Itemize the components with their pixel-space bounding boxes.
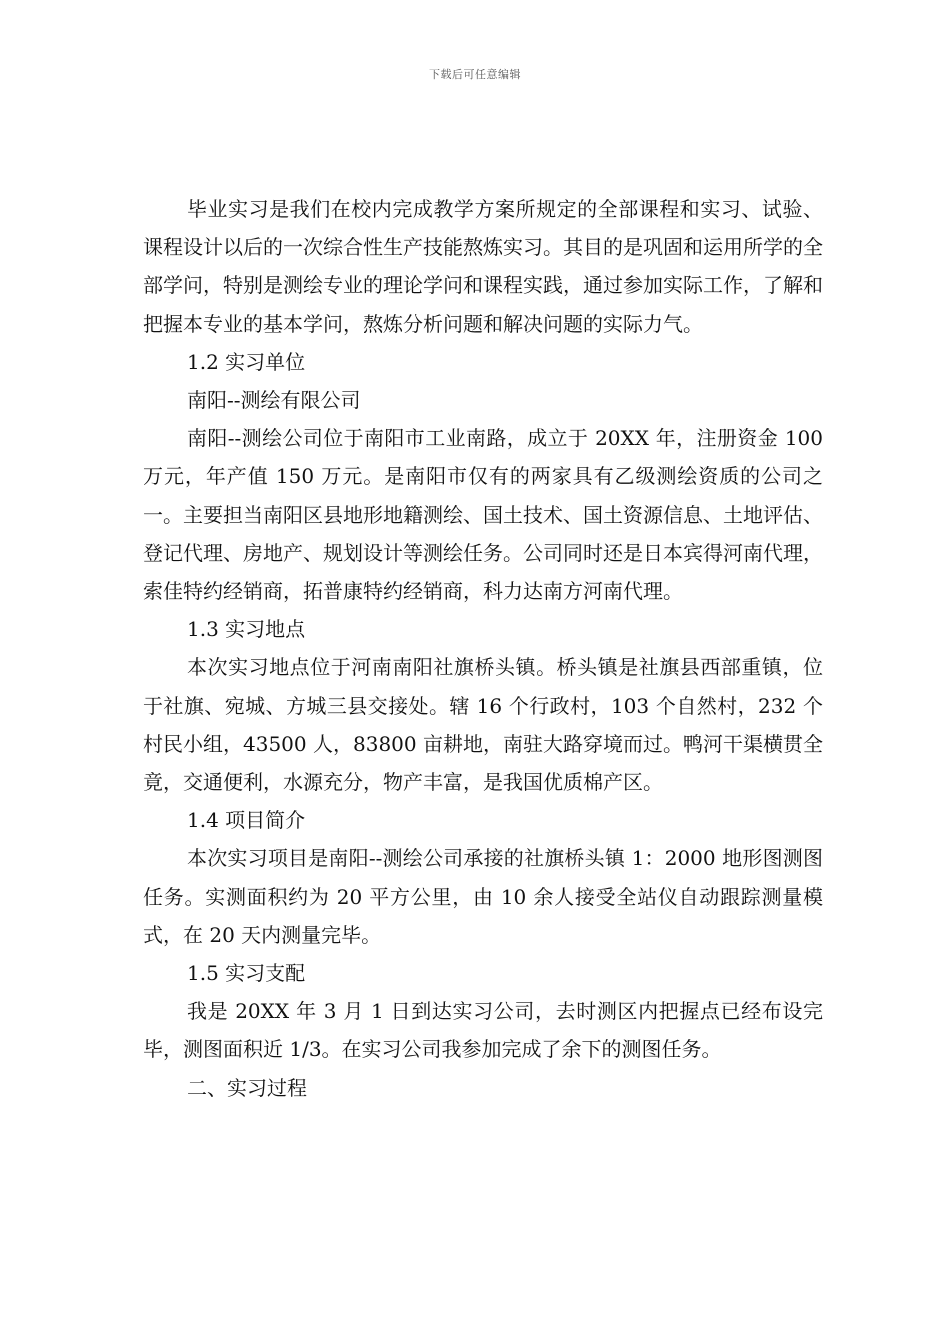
section-heading-1-5: 1.5 实习支配 — [187, 961, 306, 986]
section-heading-1-4: 1.4 项目简介 — [187, 808, 306, 833]
arrangement-paragraph: 我是 20XX 年 3 月 1 日到达实习公司，去时测区内把握点已经布设完毕，测图面积近 1/3。在实习公司我参加完成了余下的测图任务。 — [143, 999, 823, 1062]
intro-paragraph: 毕业实习是我们在校内完成教学方案所规定的全部课程和实习、试验、课程设计以后的一次综合性生产技能熬炼实习。其目的是巩固和运用所学的全部学问，特别是测绘专业的理论学问和课程实践，通过参加实际工作，了解和把握本专业的基本学问，熬炼分析问题和解决问题的实际力气。 — [143, 197, 823, 336]
page-header: 下载后可任意编辑 — [429, 68, 521, 81]
section-heading-2: 二、实习过程 — [187, 1075, 307, 1100]
section-heading-1-3: 1.3 实习地点 — [187, 617, 306, 642]
document-body — [143, 190, 823, 1107]
company-description-paragraph: 南阳--测绘公司位于南阳市工业南路，成立于 20XX 年，注册资金 100 万元，年产值 150 万元。是南阳市仅有的两家具有乙级测绘资质的公司之一。主要担当南阳区县地形地籍测绘、国土技术、国土资源信息、土地评估、登记代理、房地产、规划设计等测绘任务。公司同时还是日本宾得河南代理，索佳特约经销商，拓普康特约经销商，科力达南方河南代理。 — [143, 426, 823, 604]
section-heading-1-2: 1.2 实习单位 — [187, 349, 306, 374]
location-paragraph: 本次实习地点位于河南南阳社旗桥头镇。桥头镇是社旗县西部重镇，位于社旗、宛城、方城三县交接处。辖 16 个行政村，103 个自然村，232 个村民小组，43500 人，83800 亩耕地，南驻大路穿境而过。鸭河干渠横贯全竟，交通便利，水源充分，物产丰富，是我国优质棉产区。 — [143, 655, 823, 795]
project-paragraph: 本次实习项目是南阳--测绘公司承接的社旗桥头镇 1：2000 地形图测图任务。实测面积约为 20 平方公里，由 10 余人接受全站仪自动跟踪测量模式，在 20 天内测量完毕。 — [143, 846, 823, 947]
company-name: 南阳--测绘有限公司 — [187, 388, 361, 413]
